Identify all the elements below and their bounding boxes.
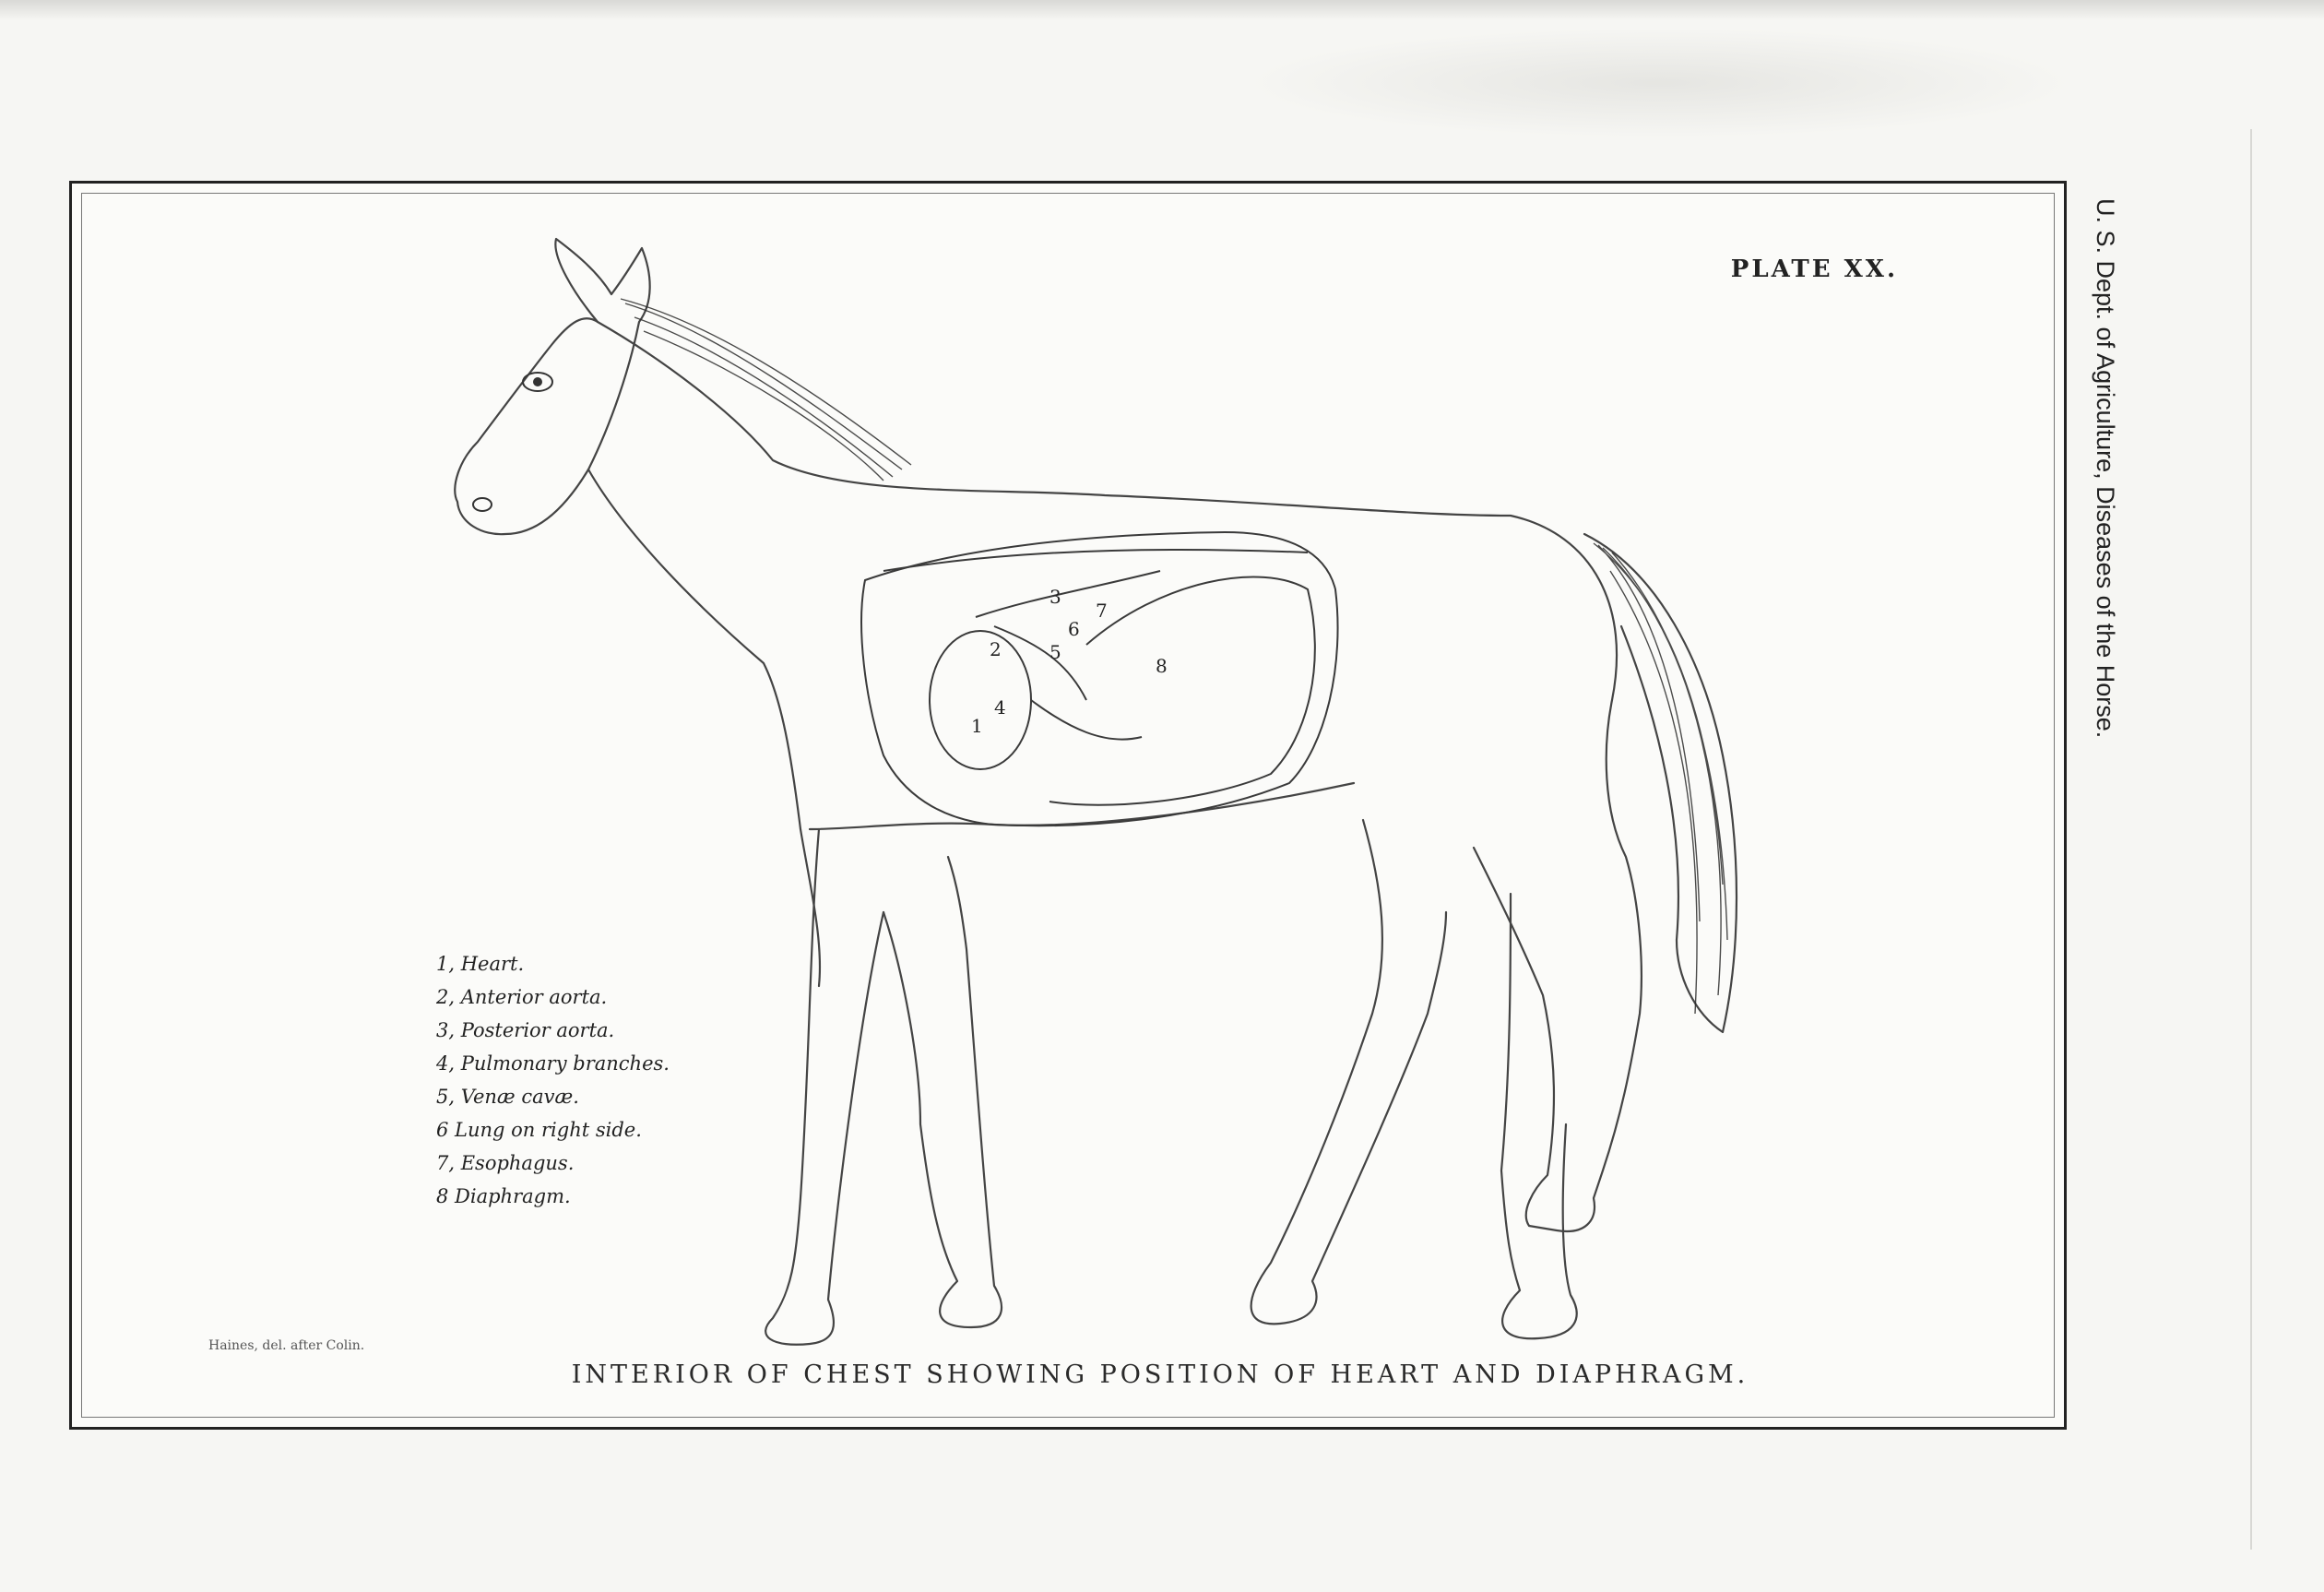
horse-head-outline — [455, 239, 649, 534]
foreleg-right — [883, 857, 1002, 1327]
legend-item: 2, Anterior aorta. — [436, 986, 608, 1008]
figure-legend — [436, 947, 670, 1213]
horse-nostril — [473, 498, 492, 511]
figure-marker-5: 5 — [1049, 641, 1061, 663]
plate-frame — [69, 181, 2067, 1430]
spine-ribs — [883, 550, 1308, 571]
paper-smudge — [1245, 28, 2075, 138]
figure-marker-3: 3 — [1049, 586, 1061, 608]
figure-marker-6: 6 — [1068, 618, 1080, 640]
legend-item: 3, Posterior aorta. — [436, 1019, 615, 1041]
legend-item: 4, Pulmonary branches. — [436, 1052, 670, 1075]
hindleg-left — [1251, 820, 1446, 1324]
legend-item: 8 Diaphragm. — [436, 1185, 571, 1207]
horse-neck-front — [588, 469, 800, 829]
figure-marker-7: 7 — [1096, 600, 1108, 622]
figure-marker-8: 8 — [1156, 655, 1168, 677]
figure-marker-2: 2 — [990, 638, 1002, 660]
thoracic-cavity-outline — [861, 532, 1337, 826]
horse-tail-hair — [1594, 543, 1727, 1014]
side-label — [2080, 198, 2135, 899]
figure-marker-1: 1 — [971, 715, 983, 737]
diaphragm-curve — [1049, 577, 1315, 805]
page-fold-line — [2250, 129, 2252, 1550]
legend-item: 5, Venæ cavæ. — [436, 1086, 579, 1108]
plate-caption: INTERIOR OF CHEST SHOWING POSITION OF HEART AND DIAPHRAGM. — [571, 1360, 1749, 1389]
side-label-text: U. S. Dept. of Agriculture, Diseases of the Horse. — [2092, 198, 2119, 739]
hindleg-right — [1501, 894, 1577, 1338]
figure-marker-4: 4 — [994, 696, 1006, 719]
legend-item: 6 Lung on right side. — [436, 1119, 642, 1141]
heart-shape — [930, 631, 1031, 769]
legend-item: 1, Heart. — [436, 953, 525, 975]
artist-credit: Haines, del. after Colin. — [208, 1338, 365, 1353]
plate-number: PLATE XX. — [1730, 255, 1898, 283]
page-top-edge — [0, 0, 2324, 20]
foreleg-left — [765, 829, 883, 1345]
horse-body-outline — [598, 322, 1642, 1231]
horse-anatomy-illustration — [72, 184, 2064, 1427]
legend-item: 7, Esophagus. — [436, 1152, 575, 1174]
